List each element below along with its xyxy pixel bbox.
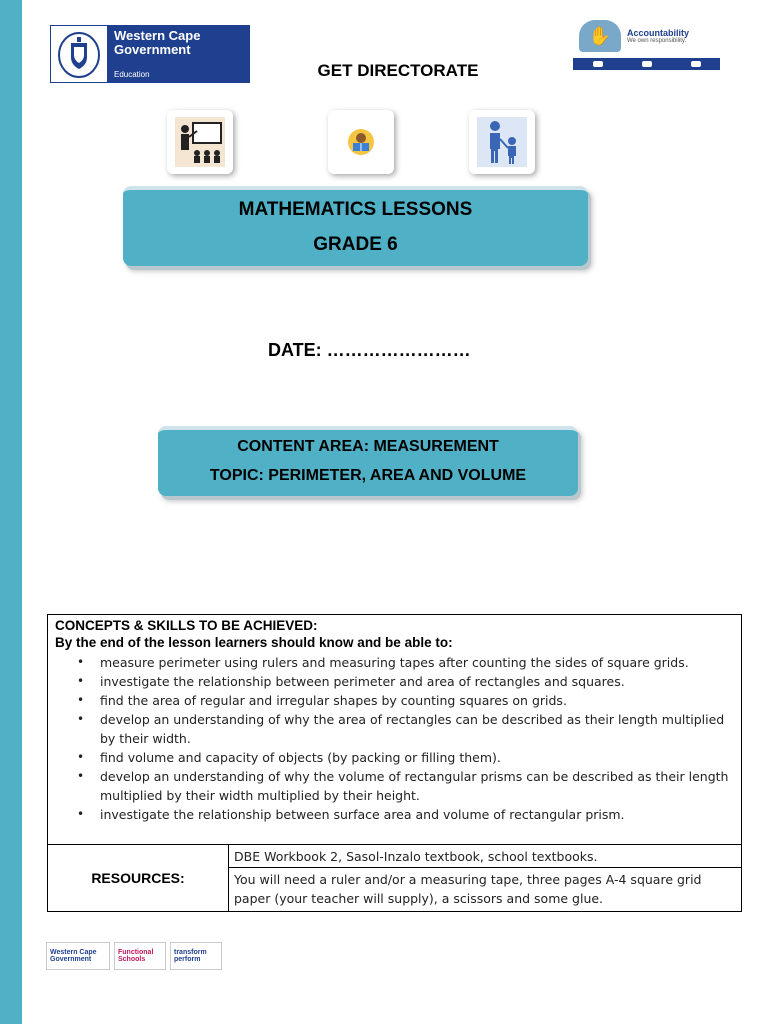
reading-icon [328, 110, 394, 174]
concepts-list [55, 653, 734, 824]
left-accent-bar [0, 0, 22, 1024]
wcg-logo-line1: Western Cape [114, 28, 201, 43]
concepts-cell [48, 615, 741, 845]
list-item: • investigate the relationship between perimeter and area of rectangles and squares. [55, 672, 734, 691]
teacher-icon [167, 110, 233, 174]
wcg-logo-sub: Education [114, 70, 150, 79]
resources-row [48, 845, 741, 911]
footer-wcg-logo: Western Cape Government [46, 942, 110, 970]
concepts-heading: CONCEPTS & SKILLS TO BE ACHIEVED: [55, 618, 318, 633]
parent-child-icon [469, 110, 535, 174]
lesson-title: MATHEMATICS LESSONS [238, 199, 473, 220]
date-field: DATE: …………………… [268, 340, 471, 360]
footer-transform-perform-logo: transform perform [170, 942, 222, 970]
directorate-heading: GET DIRECTORATE [317, 61, 479, 80]
list-item: • develop an understanding of why the area of rectangles can be described as their length multiplied by their width. [55, 710, 734, 748]
footer-logos [46, 942, 222, 970]
topic-label: TOPIC: PERIMETER, AREA AND VOLUME [209, 467, 527, 484]
resources-line1: DBE Workbook 2, Sasol-Inzalo textbook, school textbooks. [229, 845, 741, 868]
accountability-sub: We own responsibility. [627, 37, 687, 44]
title-banner [123, 186, 588, 266]
concepts-subheading: By the end of the lesson learners should know and be able to: [55, 635, 453, 650]
wcg-logo-line2: Government [114, 42, 191, 57]
raised-hand-icon: ✋ [579, 20, 621, 52]
lesson-table [47, 614, 742, 912]
list-item: • investigate the relationship between surface area and volume of rectangular prism. [55, 805, 734, 824]
accountability-title: Accountability [627, 27, 690, 38]
resources-line2: You will need a ruler and/or a measuring tape, three pages A-4 square grid paper (your teacher will supply), a scissors and some glue. [234, 872, 702, 906]
content-area-label: CONTENT AREA: MEASUREMENT [237, 438, 499, 455]
list-item: • measure perimeter using rulers and measuring tapes after counting the sides of square grids. [55, 653, 734, 672]
resources-label: RESOURCES: [48, 845, 229, 911]
list-item: • develop an understanding of why the volume of rectangular prisms can be described as their length multiplied by their width multiplied by their height. [55, 767, 734, 805]
list-item: • find the area of regular and irregular shapes by counting squares on grids. [55, 691, 734, 710]
topic-banner [158, 426, 578, 496]
grade-title: GRADE 6 [313, 234, 398, 255]
list-item: • find volume and capacity of objects (by packing or filling them). [55, 748, 734, 767]
footer-functional-schools-logo: Functional Schools [114, 942, 166, 970]
